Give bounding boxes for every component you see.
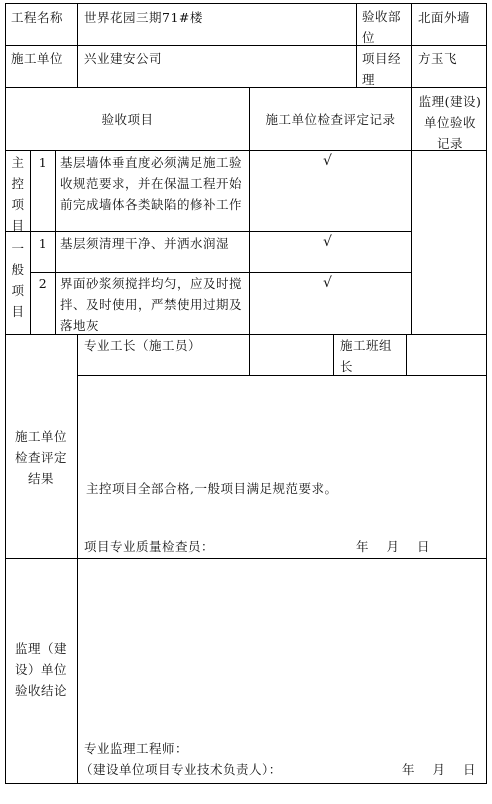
team-leader-label: 施工班组长: [340, 338, 393, 374]
owner-technical-lead-label: （建设单位项目专业技术负责人）：: [80, 762, 282, 777]
foreman-label: 专业工长（施工员）: [84, 338, 202, 353]
construction-check-heading: 施工单位检查评定记录: [265, 112, 396, 127]
project-name-label: 工程名称: [11, 10, 64, 25]
supervision-record-heading: 监理(建设)单位验收记录: [418, 94, 482, 151]
main-control-check-mark: √: [323, 153, 332, 169]
main-control-item-no: 1: [38, 155, 48, 170]
quality-inspector-label: 项目专业质量检查员：: [84, 539, 215, 554]
main-control-category: 主控项目: [11, 155, 25, 233]
general-item-2-no: 2: [38, 276, 48, 291]
general-item-2-check-mark: √: [323, 275, 332, 291]
main-control-item-text: 基层墙体垂直度必须满足施工验收规范要求，并在保温工程开始前完成墙体各类缺陷的修补工作: [60, 155, 243, 212]
project-manager-value: 方玉飞: [418, 51, 458, 66]
construction-unit-label: 施工单位: [11, 51, 64, 66]
general-item-2-text: 界面砂浆须搅拌均匀，应及时搅拌、及时使用，严禁使用过期及落地灰: [60, 276, 243, 333]
construction-conclusion: 主控项目全部合格,一般项目满足规范要求。: [86, 481, 338, 496]
project-name-value: 世界花园三期71#楼: [84, 10, 203, 25]
construction-result-label: 施工单位检查评定结果: [14, 429, 67, 486]
supervision-engineer-label: 专业监理工程师：: [84, 741, 189, 756]
general-item-1-text: 基层须清理干净、并洒水润湿: [60, 236, 230, 251]
supervision-date-label: 年 月 日: [402, 762, 476, 777]
general-item-1-check-mark: √: [323, 234, 332, 250]
general-item-1-no: 1: [38, 236, 48, 251]
inspection-items-heading: 验收项目: [101, 112, 154, 127]
project-manager-label: 项目经理: [362, 51, 402, 87]
inspection-part-value: 北面外墙: [418, 10, 471, 25]
construction-date-label: 年 月 日: [356, 539, 430, 554]
supervision-conclusion-label: 监理（建设）单位验收结论: [14, 641, 67, 698]
general-category: 一般项目: [11, 241, 25, 319]
inspection-part-label: 验收部位: [362, 9, 402, 45]
construction-unit-value: 兴业建安公司: [84, 51, 163, 66]
